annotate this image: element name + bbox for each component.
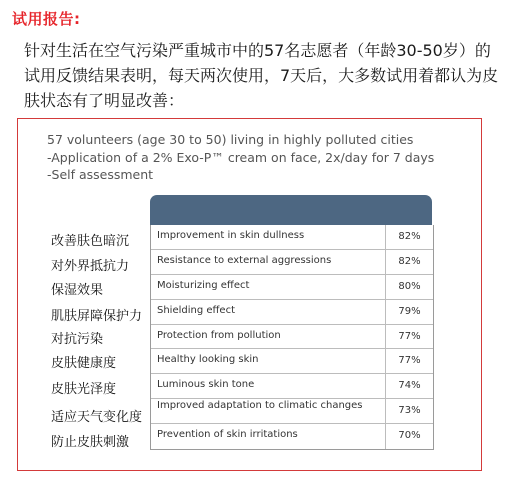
- table-row: [151, 325, 433, 350]
- table-row: [151, 225, 433, 250]
- row-label-cn: 改善肤色暗沉: [51, 234, 130, 249]
- row-label-cn: 保湿效果: [51, 283, 104, 298]
- row-percentage: 82%: [385, 250, 433, 274]
- row-label-cn: 对外界抵抗力: [51, 259, 130, 274]
- row-percentage: 73%: [385, 399, 433, 423]
- row-label-en: Prevention of skin irritations: [157, 429, 298, 441]
- intro-paragraph: 针对生活在空气污染严重城市中的57名志愿者（年龄30-50岁）的试用反馈结果表明，每天两次使用，7天后，大多数试用着都认为皮肤状态有了明显改善：: [24, 41, 499, 110]
- row-percentage: 77%: [385, 349, 433, 373]
- results-table: [150, 225, 434, 450]
- table-row: [151, 374, 433, 399]
- table-row: [151, 275, 433, 300]
- row-label-en: Improvement in skin dullness: [157, 230, 305, 241]
- row-label-en: Moisturizing effect: [157, 279, 250, 291]
- row-percentage: 82%: [385, 225, 433, 249]
- row-label-cn: 肌肤屏障保护力: [51, 309, 143, 324]
- row-percentage: 80%: [385, 275, 433, 299]
- row-label-en: Improved adaptation to climatic changes: [157, 400, 363, 412]
- row-label-en: Healthy looking skin: [157, 354, 259, 366]
- row-label-en: Resistance to external aggressions: [157, 254, 332, 266]
- row-percentage: 74%: [385, 374, 433, 398]
- row-label-en: Shielding effect: [157, 304, 235, 316]
- row-label-en: Luminous skin tone: [157, 379, 255, 391]
- row-percentage: 70%: [385, 424, 433, 449]
- table-row: [151, 300, 433, 325]
- row-label-cn: 适应天气变化度: [51, 410, 143, 425]
- report-heading: 试用报告:: [12, 10, 81, 28]
- study-line-3: -Self assessment: [47, 167, 154, 182]
- table-row: [151, 424, 433, 449]
- row-label-cn: 防止皮肤刺激: [51, 435, 130, 450]
- row-label-cn: 皮肤光泽度: [51, 382, 117, 397]
- study-line-1: 57 volunteers (age 30 to 50) living in highly polluted cities: [47, 132, 414, 147]
- study-line-2: -Application of a 2% Exo-P™ cream on face, 2x/day for 7 days: [47, 150, 435, 165]
- table-row: [151, 250, 433, 275]
- row-label-cn: 皮肤健康度: [51, 356, 117, 371]
- table-header-bar: [150, 195, 432, 225]
- row-label-cn: 对抗污染: [51, 332, 104, 347]
- table-row: [151, 399, 433, 424]
- results-panel: [17, 118, 482, 471]
- study-description: [47, 131, 434, 183]
- row-percentage: 77%: [385, 325, 433, 349]
- row-label-en: Protection from pollution: [157, 329, 281, 341]
- table-row: [151, 349, 433, 374]
- row-percentage: 79%: [385, 300, 433, 324]
